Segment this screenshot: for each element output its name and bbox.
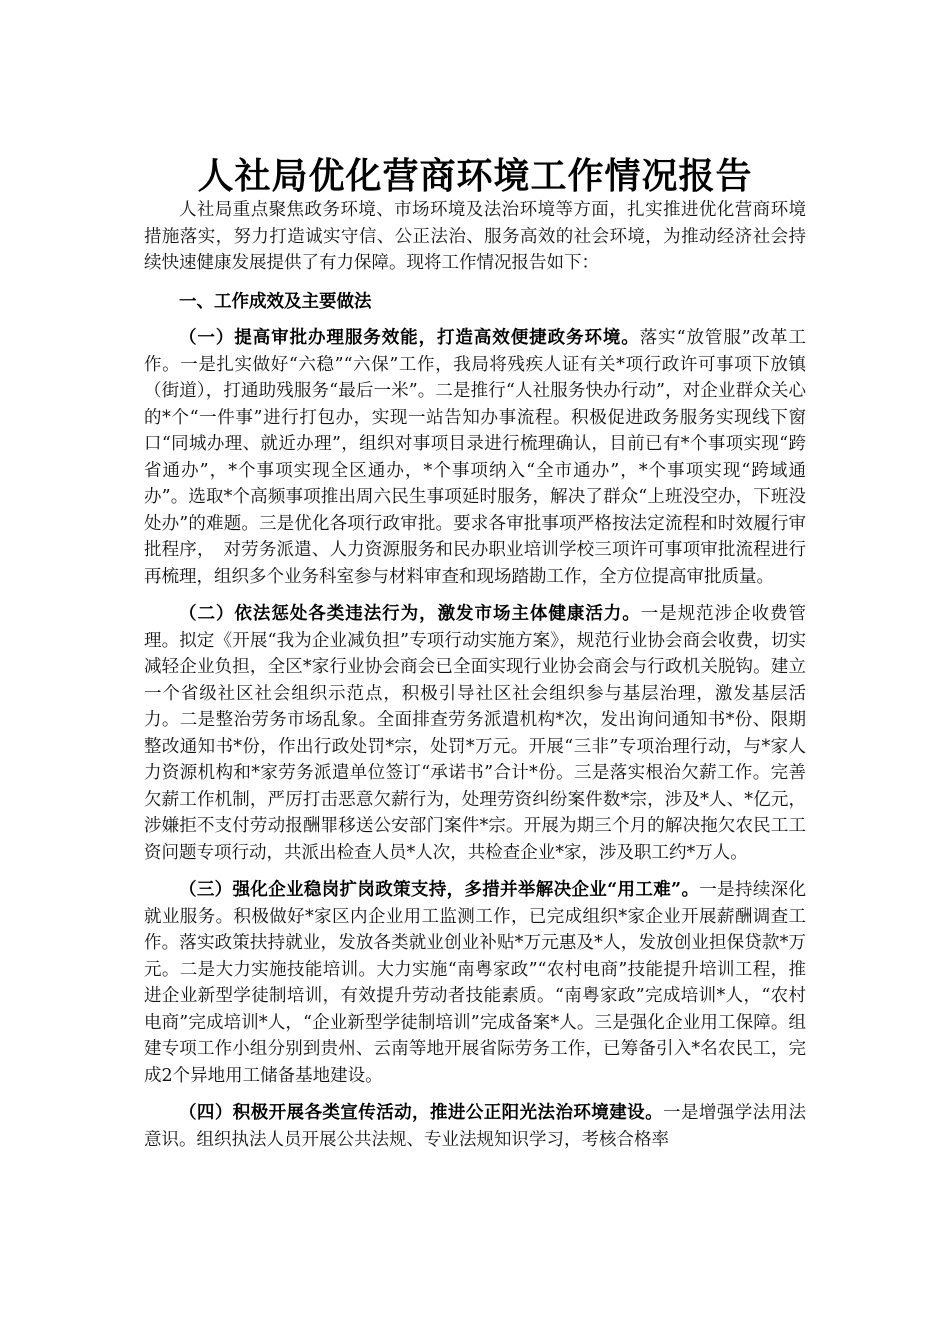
intro-paragraph: 人社局重点聚焦政务环境、市场环境及法治环境等方面，扎实推进优化营商环境措施落实，努力打造诚实守信、公正法治、服务高效的社会环境，为推动经济社会持续快速健康发展提供了有力保障。现将工作情况报告如下： [144, 200, 806, 273]
paragraph-1-text: 落实“放管服”改革工作。一是扎实做好“六稳”“六保”工作，我局将残疾人证有关*项行政许可事项下放镇（街道），打通助残服务“最后一米”。二是推行“人社服务快办行动”，对企业群众关心的*个“一件事”进行打包办，实现一站告知办事流程。积极促进政务服务实现线下窗口“同城办理、就近办理”，组织对事项目录进行梳理确认，目前已有*个事项实现“跨省通办”，*个事项实现全区通办，*个事项纳入“全市通办”，*个事项实现“跨域通办”。选取*个高频事项推出周六民生事项延时服务，解决了群众“上班没空办，下班没处办”的难题。三是优化各项行政审批。要求各审批事项严格按法定流程和时效履行审批程序， 对劳务派遣、人力资源服务和民办职业培训学校三项许可事项审批流程进行再梳理，组织多个业务科室参与材料审查和现场踏勘工作，全方位提高审批质量。 [144, 328, 806, 587]
paragraph-2-text: 一是规范涉企收费管理。拟定《开展“我为企业减负担”专项行动实施方案》，规范行业协会商会收费，切实减轻企业负担，全区*家行业协会商会已全面实现行业协会商会与行政机关脱钩。建立一个省级社区社会组织示范点，积极引导社区社会组织参与基层治理，激发基层活力。二是整治劳务市场乱象。全面排查劳务派遣机构*次，发出询问通知书*份、限期整改通知书*份，作出行政处罚*宗，处罚*万元。开展“三非”专项治理行动，与*家人力资源机构和*家劳务派遣单位签订“承诺书”合计*份。三是落实根治欠薪工作。完善欠薪工作机制，严厉打击恶意欠薪行为，处理劳资纠纷案件数*宗，涉及*人、*亿元，涉嫌拒不支付劳动报酬罪移送公安部门案件*宗。开展为期三个月的解决拖欠农民工工资问题专项行动，共派出检查人员*人次，共检查企业*家，涉及职工约*万人。 [144, 604, 807, 863]
paragraph-3 [144, 877, 806, 1089]
paragraph-3-text: 一是持续深化就业服务。积极做好*家区内企业用工监测工作，已完成组织*家企业开展薪酬调查工作。落实政策扶持就业，发放各类就业创业补贴*万元惠及*人，发放创业担保贷款*万元。二是大力实施技能培训。大力实施“南粤家政”“农村电商”技能提升培训工程，推进企业新型学徒制培训，有效提升劳动者技能素质。“南粤家政”完成培训*人，“农村电商”完成培训*人，“企业新型学徒制培训”完成备案*人。三是强化企业用工保障。组建专项工作小组分别到贵州、云南等地开展省际劳务工作，已筹备引入*名农民工，完成2个异地用工储备基地建设。 [144, 880, 806, 1086]
document-title: 人社局优化营商环境工作情况报告 [197, 155, 753, 198]
paragraph-4 [144, 1100, 806, 1153]
paragraph-4-text: 一是增强学法用法意识。组织执法人员开展公共法规、专业法规知识学习，考核合格率 [144, 1103, 807, 1150]
paragraph-3-lead: （三）强化企业稳岗扩岗政策支持，多措并举解决企业“用工难”。 [179, 880, 700, 900]
paragraph-1 [144, 325, 806, 590]
paragraph-4-lead: （四）积极开展各类宣传活动，推进公正阳光法治环境建设。 [179, 1103, 664, 1123]
paragraph-2 [144, 601, 806, 866]
paragraph-2-lead: （二）依法惩处各类违法行为，激发市场主体健康活力。 [179, 604, 641, 624]
paragraph-1-lead: （一）提高审批办理服务效能，打造高效便捷政务环境。 [179, 328, 640, 348]
section-heading: 一、工作成效及主要做法 [179, 291, 372, 312]
document-body [144, 197, 806, 1153]
